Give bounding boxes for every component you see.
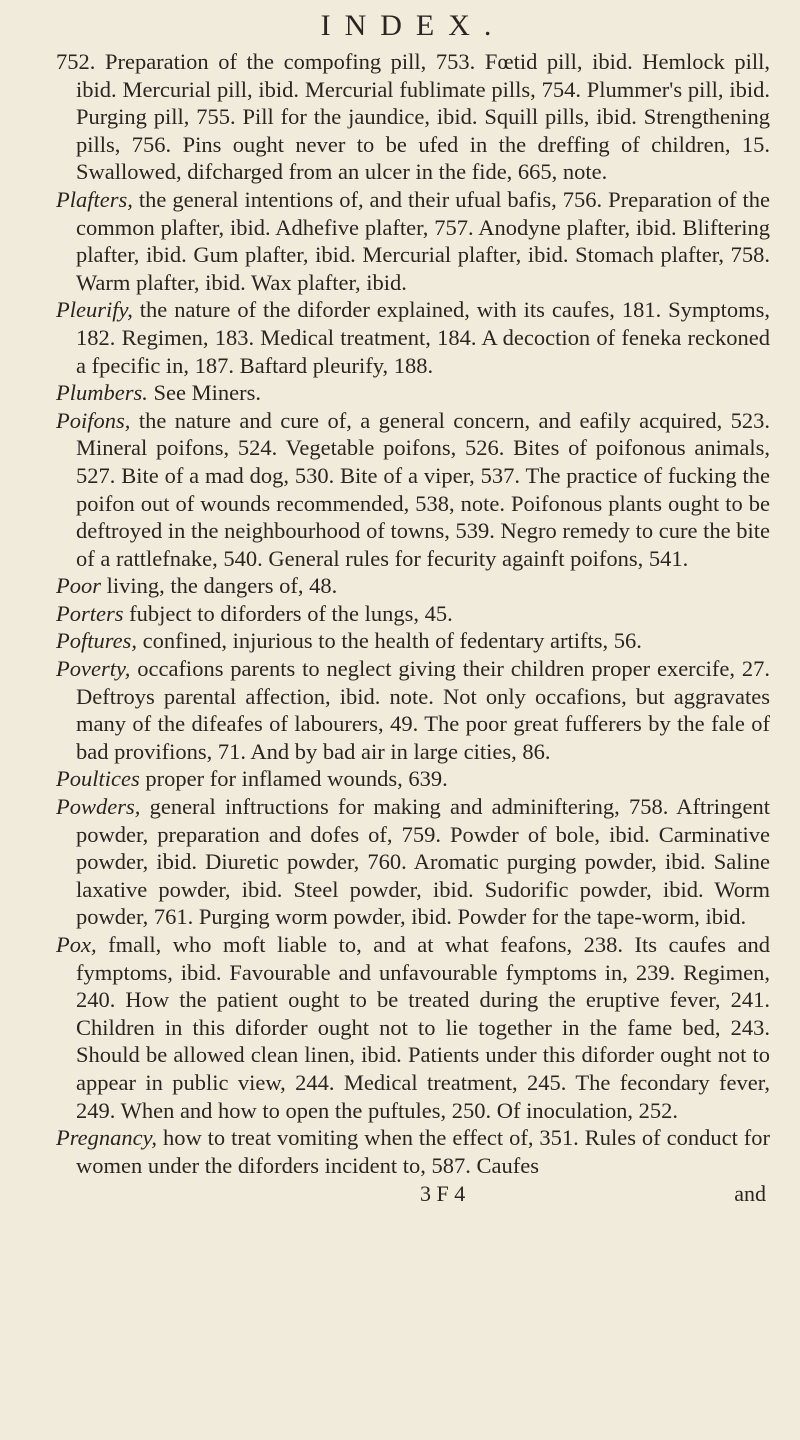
page-header: INDEX. (320, 9, 506, 42)
entry-heading: Poultices (56, 766, 140, 792)
entry-heading: Poor (56, 573, 101, 599)
entry-heading: Poftures, (56, 628, 138, 654)
index-entry (56, 627, 770, 655)
index-entry (56, 48, 770, 186)
index-entry (56, 186, 770, 296)
entry-text: the nature and cure of, a general concern, and eafily acquired, 523. Mineral poifons, 524. Vegetable poifons, 526. Bites of poifonous animals, 527. Bite of a mad dog, 530. Bite of a viper, 537. The practice of fucking the poifon out of wounds recommended, 538, note. Poifonous plants ought to be deftroyed in the neighbourhood of towns, 539. Negro remedy to cure the bite of a rattlefnake, 540. General rules for fecurity againft poifons, 541. (76, 407, 771, 571)
entry-text: 752. Preparation of the compofing pill, 753. Fœtid pill, ibid. Hemlock pill, ibid. Mercurial pill, ibid. Mercurial fublimate pills, 754. Plummer's pill, ibid. Purging pill, 755. Pill for the jaundice, ibid. Squill pills, ibid. Strengthening pills, 756. Pins ought never to be ufed in the dreffing of children, 15. Swallowed, difcharged from an ulcer in the fide, 665, note. (56, 49, 770, 185)
entry-text: fubject to diforders of the lungs, 45. (129, 600, 453, 626)
entry-heading: Plafters, (56, 186, 133, 212)
index-entry (56, 572, 770, 600)
index-entry (56, 1124, 770, 1179)
entry-heading: Plumbers. (56, 380, 148, 406)
entry-text: general inftructions for making and adminiftering, 758. Aftringent powder, preparation and dofes of, 759. Powder of bole, ibid. Carminative powder, ibid. Diuretic powder, 760. Aromatic purging powder, ibid. Saline laxative powder, ibid. Steel powder, ibid. Sudorific powder, ibid. Worm powder, 761. Purging worm powder, ibid. Powder for the tape-worm, ibid. (76, 794, 770, 930)
index-entry (56, 655, 770, 765)
entry-heading: Pleurify, (56, 297, 133, 323)
index-entry (56, 407, 770, 573)
index-entry (56, 793, 770, 931)
entry-text: living, the dangers of, 48. (106, 573, 338, 599)
entry-heading: Powders, (56, 794, 141, 820)
entry-text: See Miners. (153, 380, 261, 406)
entry-text: occafions parents to neglect giving their children proper exercife, 27. Deftroys parental affection, ibid. note. Not only occafions, but aggravates many of the difeafes of labourers, 49. The poor great fufferers by the fale of bad provifions, 71. And by bad air in large cities, 86. (76, 656, 771, 764)
index-entry (56, 931, 770, 1124)
signature-mark: 3 F 4 (420, 1181, 466, 1207)
entry-text: the general intentions of, and their ufual bafis, 756. Preparation of the common plafter, ibid. Adhefive plafter, 757. Anodyne plafter, ibid. Bliftering plafter, ibid. Gum plafter, ibid. Mercurial plafter, ibid. Stomach plafter, 758. Warm plafter, ibid. Wax plafter, ibid. (76, 186, 771, 295)
index-entry (56, 379, 770, 407)
entry-text: proper for inflamed wounds, 639. (145, 766, 448, 792)
entry-text: confined, injurious to the health of fedentary artifts, 56. (142, 628, 642, 654)
entry-text: how to treat vomiting when the effect of, 351. Rules of conduct for women under the diforders incident to, 587. Caufes (76, 1125, 771, 1178)
index-entry (56, 296, 770, 379)
index-entries (56, 48, 770, 1179)
entry-heading: Poverty, (56, 656, 131, 682)
entry-heading: Poifons, (56, 407, 131, 433)
page-footer (56, 1179, 770, 1209)
entry-heading: Porters (56, 600, 124, 626)
entry-heading: Pregnancy, (56, 1125, 158, 1151)
index-entry (56, 765, 770, 793)
catchword: and (734, 1181, 766, 1207)
entry-text: fmall, who moft liable to, and at what feafons, 238. Its caufes and fymptoms, ibid. Favourable and unfavourable fymptoms in, 239. Regimen, 240. How the patient ought to be treated during the eruptive fever, 241. Children in this diforder ought not to lie together in the fame bed, 243. Should be allowed clean linen, ibid. Patients under this diforder ought not to appear in public view, 244. Medical treatment, 245. The fecondary fever, 249. When and how to open the puftules, 250. Of inoculation, 252. (76, 932, 771, 1123)
index-entry (56, 600, 770, 628)
entry-heading: Pox, (56, 932, 97, 957)
entry-text: the nature of the diforder explained, with its caufes, 181. Symptoms, 182. Regimen, 183. Medical treatment, 184. A decoction of feneka reckoned a fpecific in, 187. Baftard pleurify, 188. (76, 297, 771, 378)
